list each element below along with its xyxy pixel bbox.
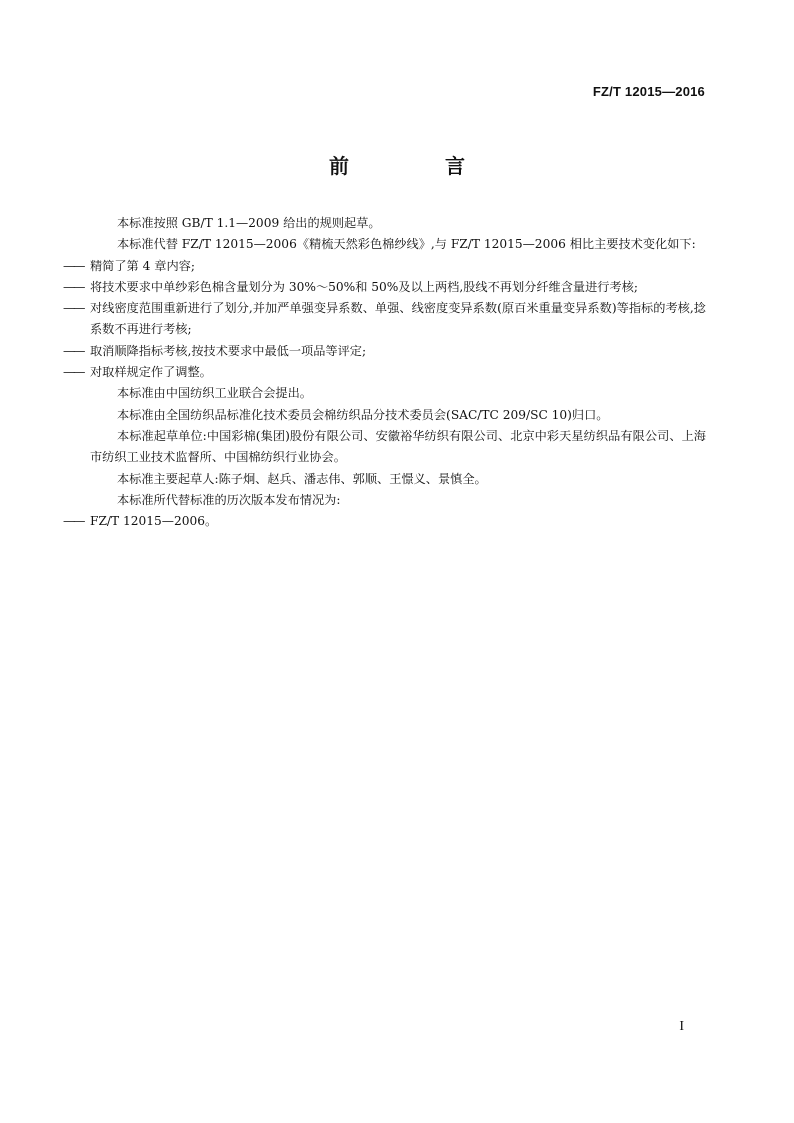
change-item-text: 将技术要求中单纱彩色棉含量划分为 30%～50%和 50%及以上两档,股线不再划分纤维含量进行考核; <box>90 279 638 294</box>
change-item <box>63 256 706 277</box>
dash-marker: —— <box>63 258 84 273</box>
paragraph-replaces: 本标准代替 FZ/T 12015—2006《精梳天然彩色棉纱线》,与 FZ/T 12015—2006 相比主要技术变化如下: <box>117 237 696 252</box>
previous-version-item <box>63 511 706 532</box>
previous-version-text: FZ/T 12015—2006。 <box>90 514 218 529</box>
change-item-text: 对线密度范围重新进行了划分,并加严单强变异系数、单强、线密度变异系数(原百米重量变异系数)等指标的考核,捻系数不再进行考核; <box>90 301 706 337</box>
dash-marker: —— <box>63 301 84 316</box>
paragraph-drafting-rules: 本标准按照 GB/T 1.1—2009 给出的规则起草。 <box>117 216 381 230</box>
paragraph-drafting-units: 本标准起草单位:中国彩棉(集团)股份有限公司、安徽裕华纺织有限公司、北京中彩天星纺织品有限公司、上海市纺织工业技术监督所、中国棉纺织行业协会。 <box>90 428 706 465</box>
dash-marker: —— <box>63 514 84 529</box>
paragraph-drafters: 本标准主要起草人:陈子炯、赵兵、潘志伟、郭顺、王憬义、景慎全。 <box>117 471 487 486</box>
paragraph-version-history: 本标准所代替标准的历次版本发布情况为: <box>117 492 341 507</box>
change-item <box>63 277 706 298</box>
change-item-text: 对取样规定作了调整。 <box>90 365 212 380</box>
change-item-text: 精简了第 4 章内容; <box>90 258 195 273</box>
page-title: 前 言 <box>329 154 503 178</box>
change-item-text: 取消顺降指标考核,按技术要求中最低一项品等评定; <box>90 343 367 358</box>
change-item <box>63 341 706 362</box>
dash-marker: —— <box>63 365 84 380</box>
dash-marker: —— <box>63 279 84 294</box>
paragraph-under-jurisdiction: 本标准由全国纺织品标准化技术委员会棉纺织品分技术委员会(SAC/TC 209/SC 10)归口。 <box>117 407 609 422</box>
change-item <box>63 298 706 341</box>
page-number: I <box>679 1019 684 1034</box>
change-item <box>63 362 706 383</box>
foreword-body <box>63 213 706 532</box>
paragraph-proposed-by: 本标准由中国纺织工业联合会提出。 <box>117 386 312 401</box>
standard-code: FZ/T 12015—2016 <box>592 84 705 99</box>
dash-marker: —— <box>63 343 84 358</box>
